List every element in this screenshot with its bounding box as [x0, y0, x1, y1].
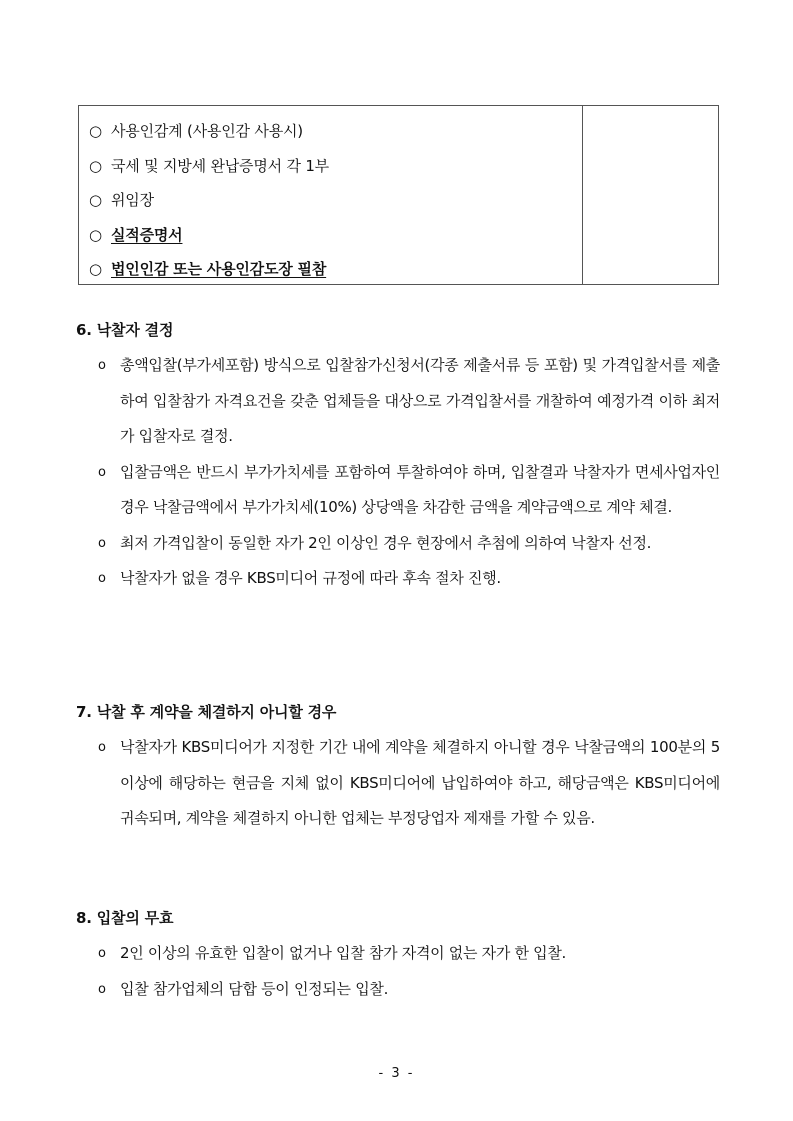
- circle-marker-icon: ○: [89, 122, 102, 140]
- bullet-marker-icon: o: [98, 535, 106, 551]
- bullet-item: [76, 526, 720, 562]
- documents-list-cell: [79, 106, 583, 284]
- bullet-marker-icon: o: [98, 740, 106, 755]
- bullet-item: [76, 455, 720, 526]
- circle-marker-icon: ○: [89, 191, 102, 209]
- bullet-marker-icon: o: [98, 464, 106, 480]
- empty-table-cell: [583, 106, 718, 284]
- bullet-item: [76, 972, 720, 1008]
- section-winner-decision: [76, 315, 720, 597]
- document-item-text-emphasized: 실적증명서: [111, 225, 183, 244]
- circle-marker-icon: ○: [89, 225, 102, 244]
- section-title: 8. 입찰의 무효: [76, 909, 174, 927]
- bullet-item: [76, 348, 720, 455]
- section-contract-refusal: [76, 697, 720, 837]
- document-item: [79, 183, 582, 218]
- document-item: [79, 218, 582, 253]
- bullet-item: [76, 561, 720, 597]
- bullet-text: 2인 이상의 유효한 입찰이 없거나 입찰 참가 자격이 없는 자가 한 입찰.: [120, 944, 566, 962]
- bullet-marker-icon: o: [98, 981, 106, 997]
- circle-marker-icon: ○: [89, 156, 102, 175]
- page-number: - 3 -: [378, 1066, 415, 1081]
- document-item-text: 사용인감계 (사용인감 사용시): [111, 122, 303, 140]
- section-title: 7. 낙찰 후 계약을 체결하지 아니할 경우: [76, 703, 337, 721]
- bullet-text: 최저 가격입찰이 동일한 자가 2인 이상인 경우 현장에서 추첨에 의하여 낙찰자 선정.: [120, 533, 652, 552]
- bullet-text: 총액입찰(부가세포함) 방식으로 입찰참가신청서(각종 제출서류 등 포함) 및 가격입찰서를 제출하여 입찰참가 자격요건을 갖춘 업체들을 대상으로 가격입찰서를 개찰하여 예정가격 이하 최저가 입찰자로 결정.: [120, 356, 720, 445]
- document-item: [79, 252, 582, 287]
- document-item: [79, 149, 582, 184]
- document-item-text-emphasized: 법인인감 또는 사용인감도장 필참: [111, 260, 327, 278]
- circle-marker-icon: ○: [89, 260, 102, 278]
- bullet-text: 입찰 참가업체의 담합 등이 인정되는 입찰.: [120, 979, 389, 998]
- bullet-text: 낙찰자가 KBS미디어가 지정한 기간 내에 계약을 체결하지 아니할 경우 낙찰금액의 100분의 5 이상에 해당하는 현금을 지체 없이 KBS미디어에 납입하여야 하고, 해당금액은 KBS미디어에 귀속되며, 계약을 체결하지 아니한 업체는 부정당업자 제재를 가할 수 있음.: [120, 738, 720, 827]
- section-bid-invalidity: [76, 903, 720, 1007]
- bullet-marker-icon: o: [98, 571, 106, 586]
- document-item-text: 국세 및 지방세 완납증명서 각 1부: [111, 156, 329, 175]
- bullet-marker-icon: o: [98, 358, 106, 373]
- required-documents-table: [78, 105, 719, 285]
- bullet-item: [76, 730, 720, 837]
- section-title: 6. 낙찰자 결정: [76, 321, 174, 339]
- bullet-marker-icon: o: [98, 946, 106, 961]
- bullet-item: [76, 936, 720, 972]
- document-item-text: 위임장: [111, 191, 154, 209]
- bullet-text: 낙찰자가 없을 경우 KBS미디어 규정에 따라 후속 절차 진행.: [120, 569, 501, 587]
- bullet-text: 입찰금액은 반드시 부가가치세를 포함하여 투찰하여야 하며, 입찰결과 낙찰자가 면세사업자인 경우 낙찰금액에서 부가가치세(10%) 상당액을 차감한 금액을 계약금액으로 계약 체결.: [120, 462, 720, 516]
- document-item: [79, 114, 582, 149]
